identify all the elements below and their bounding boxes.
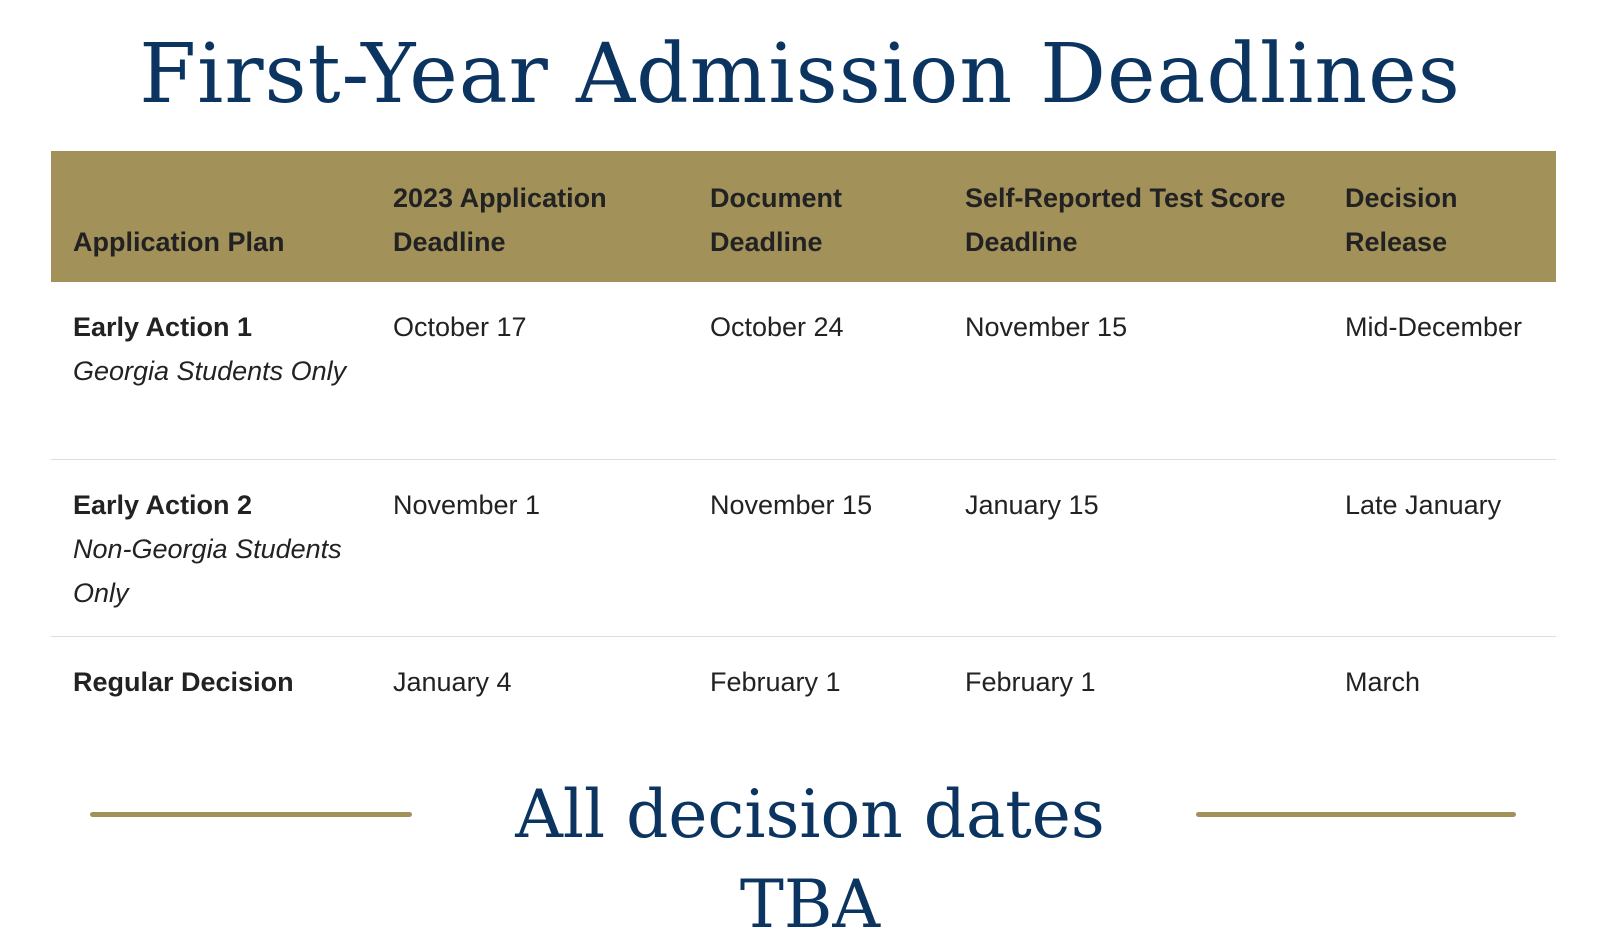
footer-tagline: All decision dates TBA [515,776,1105,943]
table-row [51,282,1556,459]
test-score-deadline-cell: February 1 [965,666,1096,697]
header-application-plan: Application Plan [73,227,285,257]
header-decision-release: Decision Release [1345,183,1458,257]
header-application-deadline: 2023 Application Deadline [393,183,607,257]
plan-note: Georgia Students Only [73,356,347,386]
table-row [51,459,1556,636]
table-body [51,282,1556,726]
deadlines-table [51,151,1556,726]
header-row [51,151,1556,282]
document-deadline-cell: October 24 [710,312,844,342]
decision-release-cell: March [1345,666,1421,697]
footer-rule-right [1196,812,1516,817]
document-deadline-cell: November 15 [710,489,873,520]
table-header [51,151,1556,282]
plan-name: Regular Decision [73,666,294,697]
decision-release-cell: Mid-December [1345,312,1523,342]
header-test-score-deadline: Self-Reported Test Score Deadline [965,183,1286,257]
document-deadline-cell: February 1 [710,666,841,697]
application-deadline-cell: November 1 [393,489,541,520]
plan-name: Early Action 2 [73,489,253,520]
plan-cell [51,636,371,726]
test-score-deadline-cell: November 15 [965,312,1128,342]
plan-cell [51,282,371,459]
application-deadline-cell: October 17 [393,312,527,342]
table-row [51,636,1556,726]
application-deadline-cell: January 4 [393,666,512,697]
plan-name: Early Action 1 [73,312,253,342]
header-document-deadline: Document Deadline [710,183,843,257]
footer-banner [0,770,1600,943]
decision-release-cell: Late January [1345,489,1502,520]
plan-cell [51,459,371,636]
page-title: First-Year Admission Deadlines [139,27,1461,122]
test-score-deadline-cell: January 15 [965,489,1099,520]
plan-note: Non-Georgia Students Only [73,533,342,608]
footer-rule-left [90,812,412,817]
